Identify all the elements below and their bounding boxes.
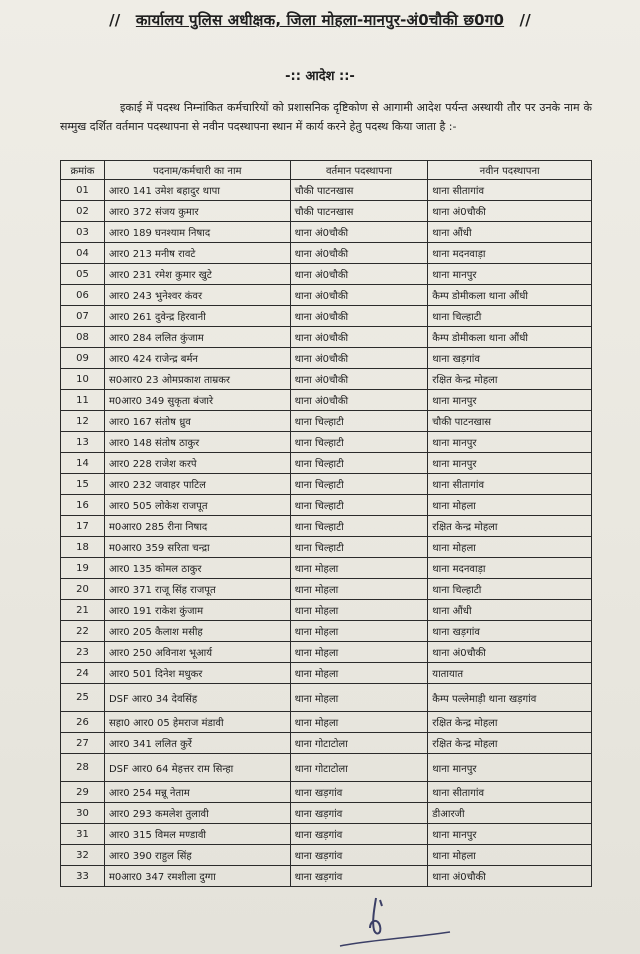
row-serial: 07 <box>61 306 105 327</box>
row-current-posting: थाना चिल्हाटी <box>290 474 428 495</box>
row-current-posting: थाना खड़गांव <box>290 824 428 845</box>
table-row <box>61 866 592 887</box>
table-row <box>61 453 592 474</box>
row-serial: 17 <box>61 516 105 537</box>
row-new-posting: रक्षित केन्द्र मोहला <box>428 516 592 537</box>
row-new-posting: थाना सीतागांव <box>428 782 592 803</box>
row-current-posting: थाना अं0चौकी <box>290 306 428 327</box>
table-body <box>61 180 592 887</box>
row-employee-name: आर0 315 विमल मण्डावी <box>104 824 290 845</box>
row-current-posting: थाना अं0चौकी <box>290 285 428 306</box>
table-row <box>61 390 592 411</box>
row-serial: 21 <box>61 600 105 621</box>
row-serial: 33 <box>61 866 105 887</box>
row-current-posting: चौकी पाटनखास <box>290 201 428 222</box>
row-employee-name: आर0 261 दुवेन्द्र हिरवानी <box>104 306 290 327</box>
row-current-posting: थाना अं0चौकी <box>290 327 428 348</box>
office-title-text: कार्यालय पुलिस अधीक्षक, जिला मोहला-मानपुर-अं0चौकी छ0ग0 <box>135 11 505 29</box>
office-title <box>0 10 640 30</box>
row-serial: 16 <box>61 495 105 516</box>
table-row <box>61 327 592 348</box>
row-new-posting: रक्षित केन्द्र मोहला <box>428 712 592 733</box>
row-serial: 20 <box>61 579 105 600</box>
row-employee-name: आर0 135 कोमल ठाकुर <box>104 558 290 579</box>
table-row <box>61 642 592 663</box>
row-serial: 27 <box>61 733 105 754</box>
order-heading: -:: आदेश ::- <box>285 69 355 84</box>
table-row <box>61 621 592 642</box>
table-row <box>61 600 592 621</box>
row-new-posting: थाना खड़गांव <box>428 348 592 369</box>
row-employee-name: आर0 232 जवाहर पाटिल <box>104 474 290 495</box>
row-serial: 28 <box>61 754 105 782</box>
row-current-posting: थाना मोहला <box>290 621 428 642</box>
row-new-posting: थाना मदनवाड़ा <box>428 558 592 579</box>
row-new-posting: थाना चिल्हाटी <box>428 579 592 600</box>
table-row <box>61 180 592 201</box>
row-serial: 09 <box>61 348 105 369</box>
title-left-mark: // <box>109 11 121 29</box>
row-employee-name: आर0 243 भुनेश्वर कंवर <box>104 285 290 306</box>
row-current-posting: थाना चिल्हाटी <box>290 411 428 432</box>
row-new-posting: थाना सीतागांव <box>428 180 592 201</box>
row-employee-name: आर0 372 संजय कुमार <box>104 201 290 222</box>
row-new-posting: थाना मानपुर <box>428 432 592 453</box>
row-serial: 04 <box>61 243 105 264</box>
table-row <box>61 712 592 733</box>
row-new-posting: कैम्प डोमीकला थाना औंधी <box>428 285 592 306</box>
row-new-posting: डीआरजी <box>428 803 592 824</box>
row-serial: 10 <box>61 369 105 390</box>
row-new-posting: थाना चिल्हाटी <box>428 306 592 327</box>
row-current-posting: थाना अं0चौकी <box>290 243 428 264</box>
table-row <box>61 264 592 285</box>
table-row <box>61 579 592 600</box>
row-employee-name: आर0 191 राकेश कुंजाम <box>104 600 290 621</box>
table-row <box>61 733 592 754</box>
table-row <box>61 537 592 558</box>
row-serial: 06 <box>61 285 105 306</box>
table-row <box>61 243 592 264</box>
row-employee-name: म0आर0 359 सरिता चन्द्रा <box>104 537 290 558</box>
table-row <box>61 306 592 327</box>
row-current-posting: थाना खड़गांव <box>290 782 428 803</box>
table-row <box>61 516 592 537</box>
header-new-posting: नवीन पदस्थापना <box>428 161 592 180</box>
table-row <box>61 348 592 369</box>
table-row <box>61 495 592 516</box>
row-new-posting: चौकी पाटनखास <box>428 411 592 432</box>
row-current-posting: थाना मोहला <box>290 579 428 600</box>
row-current-posting: थाना खड़गांव <box>290 866 428 887</box>
row-employee-name: आर0 371 राजू सिंह राजपूत <box>104 579 290 600</box>
row-current-posting: थाना खड़गांव <box>290 803 428 824</box>
row-serial: 12 <box>61 411 105 432</box>
row-current-posting: थाना अं0चौकी <box>290 390 428 411</box>
table-row <box>61 754 592 782</box>
table-row <box>61 824 592 845</box>
row-employee-name: स0आर0 23 ओमप्रकाश ताम्रकर <box>104 369 290 390</box>
row-serial: 05 <box>61 264 105 285</box>
order-paragraph-text: इकाई में पदस्थ निम्नांकित कर्मचारियों को प्रशासनिक दृष्टिकोण से आगामी आदेश पर्यन्त अस्थायी तौर पर उनके नाम के सम्मुख दर्शित वर्तमान पदस्थापना से नवीन पदस्थापना स्थान में कार्य करने हेतु पदस्थ किया जाता है :- <box>60 101 592 133</box>
row-serial: 14 <box>61 453 105 474</box>
row-serial: 02 <box>61 201 105 222</box>
row-current-posting: थाना गोटाटोला <box>290 733 428 754</box>
row-new-posting: थाना मोहला <box>428 495 592 516</box>
table-row <box>61 558 592 579</box>
row-employee-name: आर0 228 राजेश करपे <box>104 453 290 474</box>
row-serial: 32 <box>61 845 105 866</box>
row-employee-name: म0आर0 347 रमशीला दुग्गा <box>104 866 290 887</box>
row-employee-name: आर0 505 लोकेश राजपूत <box>104 495 290 516</box>
row-employee-name: आर0 341 ललित कुर्रे <box>104 733 290 754</box>
row-serial: 31 <box>61 824 105 845</box>
row-current-posting: थाना गोटाटोला <box>290 754 428 782</box>
row-new-posting: थाना मानपुर <box>428 824 592 845</box>
row-employee-name: म0आर0 349 सुकृता बंजारे <box>104 390 290 411</box>
row-serial: 22 <box>61 621 105 642</box>
row-new-posting: थाना अं0चौकी <box>428 201 592 222</box>
signature-mark <box>330 870 460 950</box>
row-new-posting: थाना मोहला <box>428 537 592 558</box>
row-current-posting: थाना अं0चौकी <box>290 348 428 369</box>
table-row <box>61 222 592 243</box>
row-new-posting: यातायात <box>428 663 592 684</box>
table-row <box>61 474 592 495</box>
header-name: पदनाम/कर्मचारी का नाम <box>104 161 290 180</box>
row-serial: 15 <box>61 474 105 495</box>
row-current-posting: थाना अं0चौकी <box>290 264 428 285</box>
row-employee-name: आर0 250 अविनाश भूआर्य <box>104 642 290 663</box>
row-current-posting: थाना मोहला <box>290 663 428 684</box>
row-current-posting: थाना मोहला <box>290 642 428 663</box>
table-row <box>61 285 592 306</box>
row-employee-name: आर0 167 संतोष ध्रुव <box>104 411 290 432</box>
table-row <box>61 411 592 432</box>
row-new-posting: थाना मानपुर <box>428 390 592 411</box>
row-new-posting: कैम्प डोमीकला थाना औंधी <box>428 327 592 348</box>
row-serial: 30 <box>61 803 105 824</box>
header-current-posting: वर्तमान पदस्थापना <box>290 161 428 180</box>
row-new-posting: थाना मदनवाड़ा <box>428 243 592 264</box>
table-row <box>61 663 592 684</box>
row-serial: 03 <box>61 222 105 243</box>
row-new-posting: थाना मोहला <box>428 845 592 866</box>
row-employee-name: DSF आर0 34 देवसिंह <box>104 684 290 712</box>
row-current-posting: थाना खड़गांव <box>290 845 428 866</box>
order-paragraph <box>60 98 592 136</box>
row-employee-name: आर0 390 राहुल सिंह <box>104 845 290 866</box>
row-employee-name: आर0 424 राजेन्द्र बर्मन <box>104 348 290 369</box>
row-serial: 01 <box>61 180 105 201</box>
row-serial: 29 <box>61 782 105 803</box>
row-employee-name: आर0 189 घनश्याम निषाद <box>104 222 290 243</box>
row-employee-name: आर0 213 मनीष रावटे <box>104 243 290 264</box>
row-serial: 19 <box>61 558 105 579</box>
table-row <box>61 684 592 712</box>
row-new-posting: रक्षित केन्द्र मोहला <box>428 369 592 390</box>
row-new-posting: थाना अं0चौकी <box>428 866 592 887</box>
row-employee-name: आर0 284 ललित कुंजाम <box>104 327 290 348</box>
row-new-posting: थाना सीतागांव <box>428 474 592 495</box>
row-new-posting: कैम्प पल्लेमाड़ी थाना खड़गांव <box>428 684 592 712</box>
row-employee-name: म0आर0 285 रीना निषाद <box>104 516 290 537</box>
row-new-posting: थाना खड़गांव <box>428 621 592 642</box>
row-current-posting: थाना चिल्हाटी <box>290 453 428 474</box>
header-serial: क्रमांक <box>61 161 105 180</box>
row-employee-name: आर0 148 संतोष ठाकुर <box>104 432 290 453</box>
row-current-posting: थाना मोहला <box>290 558 428 579</box>
table-row <box>61 845 592 866</box>
row-serial: 08 <box>61 327 105 348</box>
row-current-posting: थाना मोहला <box>290 712 428 733</box>
row-current-posting: थाना चिल्हाटी <box>290 432 428 453</box>
row-current-posting: थाना अं0चौकी <box>290 222 428 243</box>
row-current-posting: थाना अं0चौकी <box>290 369 428 390</box>
row-serial: 26 <box>61 712 105 733</box>
table-row <box>61 432 592 453</box>
row-employee-name: आर0 205 कैलाश मसीह <box>104 621 290 642</box>
table-row <box>61 782 592 803</box>
row-current-posting: थाना चिल्हाटी <box>290 495 428 516</box>
table-row <box>61 369 592 390</box>
title-right-mark: // <box>519 11 531 29</box>
row-serial: 23 <box>61 642 105 663</box>
row-employee-name: आर0 501 दिनेश मधुकर <box>104 663 290 684</box>
row-current-posting: थाना मोहला <box>290 600 428 621</box>
table-header-row <box>61 161 592 180</box>
row-current-posting: थाना चिल्हाटी <box>290 516 428 537</box>
table-row <box>61 201 592 222</box>
row-serial: 25 <box>61 684 105 712</box>
row-new-posting: रक्षित केन्द्र मोहला <box>428 733 592 754</box>
row-employee-name: आर0 293 कमलेश तुलावी <box>104 803 290 824</box>
row-serial: 11 <box>61 390 105 411</box>
transfer-table <box>60 160 592 887</box>
row-employee-name: आर0 141 उमेश बहादुर थापा <box>104 180 290 201</box>
row-new-posting: थाना औंधी <box>428 222 592 243</box>
row-current-posting: थाना चिल्हाटी <box>290 537 428 558</box>
row-serial: 13 <box>61 432 105 453</box>
row-employee-name: आर0 254 मन्नू नेताम <box>104 782 290 803</box>
row-employee-name: DSF आर0 64 मेहत्तर राम सिन्हा <box>104 754 290 782</box>
row-serial: 18 <box>61 537 105 558</box>
row-serial: 24 <box>61 663 105 684</box>
row-employee-name: आर0 231 रमेश कुमार खुटे <box>104 264 290 285</box>
row-new-posting: थाना मानपुर <box>428 754 592 782</box>
table-row <box>61 803 592 824</box>
row-new-posting: थाना औंधी <box>428 600 592 621</box>
row-new-posting: थाना मानपुर <box>428 453 592 474</box>
row-current-posting: चौकी पाटनखास <box>290 180 428 201</box>
row-new-posting: थाना मानपुर <box>428 264 592 285</box>
row-current-posting: थाना मोहला <box>290 684 428 712</box>
row-employee-name: सहा0 आर0 05 हेमराज मंडावी <box>104 712 290 733</box>
row-new-posting: थाना अं0चौकी <box>428 642 592 663</box>
